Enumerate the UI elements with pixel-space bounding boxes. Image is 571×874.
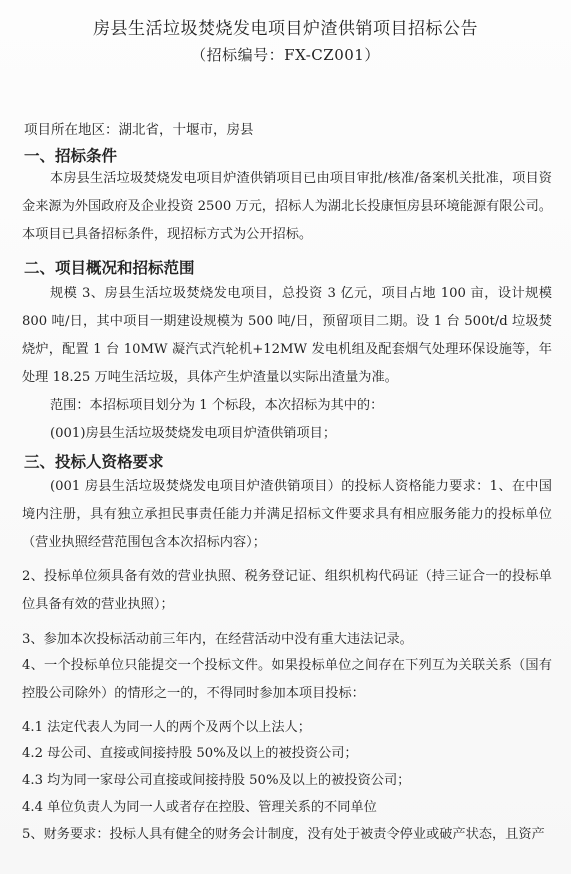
document-title: 房县生活垃圾焚烧发电项目炉渣供销项目招标公告 [93, 19, 478, 39]
project-overview-paragraph: 规模 3、房县生活垃圾焚烧发电项目，总投资 3 亿元，项目占地 100 亩，设计规模 800 吨/日，其中项目一期建设规模为 500 吨/日，预留项目二期。设 1 台 500t/d 垃圾焚烧炉，配置 1 台 10MW 凝汽式汽轮机+12MW 发电机组及配套烟气处理环保设施等，年处理 18.25 万吨生活垃圾，具体产生炉渣量以实际出渣量为准。 [22, 286, 552, 385]
bidding-scope-text: 范围：本招标项目划分为 1 个标段，本次招标为其中的： [50, 398, 384, 413]
qualification-item-4: 4、一个投标单位只能提交一个投标文件。如果投标单位之间存在下列互为关联关系（国有控股公司除外）的情形之一的，不得同时参加本项目投标： [22, 658, 552, 701]
lot-item: (001)房县生活垃圾焚烧发电项目炉渣供销项目； [50, 426, 337, 441]
qualification-item-2: 2、投标单位须具备有效的营业执照、税务登记证、组织机构代码证（持三证合一的投标单位具备有效的营业执照）； [22, 569, 552, 612]
qualification-item-5: 5、财务要求：投标人具有健全的财务会计制度，没有处于被责令停业或破产状态，且资产 [22, 827, 545, 842]
qualification-item-4-2: 4.2 母公司、直接或间接持股 50%及以上的被投资公司； [22, 746, 358, 761]
bidding-conditions-paragraph: 本房县生活垃圾焚烧发电项目炉渣供销项目已由项目审批/核准/备案机关批准，项目资金来源为外国政府及企业投资 2500 万元，招标人为湖北长投康恒房县环境能源有限公司。本项目已具备招标条件，现招标方式为公开招标。 [22, 171, 552, 242]
qualification-item-4-3: 4.3 均为同一家母公司直接或间接持股 50%及以上的被投资公司； [22, 773, 411, 788]
qualification-item-4-1: 4.1 法定代表人为同一人的两个及两个以上法人； [22, 720, 311, 735]
qualification-item-3: 3、参加本次投标活动前三年内，在经营活动中没有重大违法记录。 [22, 632, 413, 647]
section-heading-bidding-conditions: 一、招标条件 [24, 147, 118, 165]
section-heading-project-overview: 二、项目概况和招标范围 [24, 259, 195, 277]
section-heading-bidder-qualifications: 三、投标人资格要求 [24, 453, 164, 471]
tender-number: （招标编号：FX-CZ001） [191, 46, 380, 64]
qualification-paragraph: (001 房县生活垃圾焚烧发电项目炉渣供销项目）的投标人资格能力要求：1、在中国境内注册，具有独立承担民事责任能力并满足招标文件要求具有相应服务能力的投标单位（营业执照经营范围包含本次招标内容）； [22, 479, 552, 550]
qualification-item-4-4: 4.4 单位负责人为同一人或者存在控股、管理关系的不同单位 [22, 800, 377, 815]
project-location: 项目所在地区：湖北省，十堰市，房县 [24, 122, 254, 138]
